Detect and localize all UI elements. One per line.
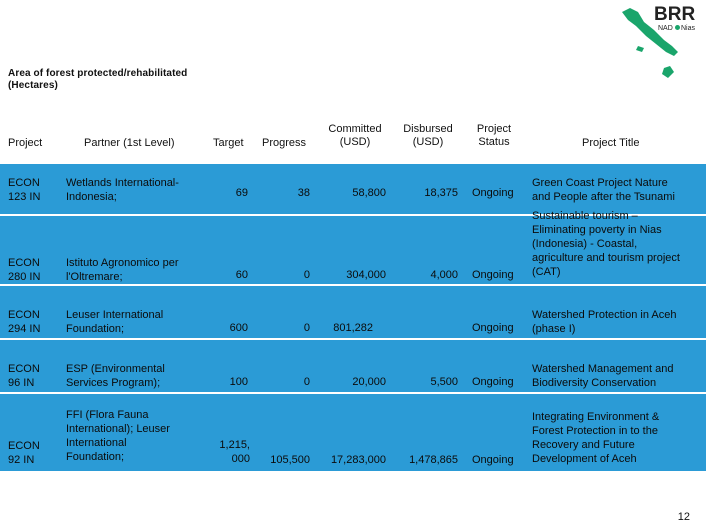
cell-line: ECON bbox=[8, 440, 40, 452]
cell-line: Recovery and Future bbox=[532, 439, 635, 451]
cell-committed: 304,000 bbox=[346, 269, 386, 281]
cell-line: Watershed Protection in Aceh bbox=[532, 309, 677, 321]
cell-project bbox=[8, 439, 40, 467]
cell-line: ECON bbox=[8, 309, 40, 321]
cell-project bbox=[8, 362, 40, 390]
cell-line: Green Coast Project Nature bbox=[532, 177, 668, 189]
data-table bbox=[0, 164, 706, 471]
cell-line: ECON bbox=[8, 363, 40, 375]
disbursed-line-2: (USD) bbox=[412, 136, 444, 148]
column-header-status bbox=[470, 123, 518, 149]
page-heading bbox=[8, 68, 187, 92]
row-separator bbox=[0, 392, 706, 394]
cell-title bbox=[532, 209, 704, 279]
logo-brand: BRR bbox=[654, 4, 696, 25]
cell-line: Foundation; bbox=[66, 451, 125, 463]
logo-sub-left: NAD bbox=[658, 25, 673, 32]
column-header-disbursed bbox=[395, 123, 461, 149]
page-number: 12 bbox=[677, 511, 690, 523]
cell-status: Ongoing bbox=[472, 376, 514, 388]
status-line-2: Status bbox=[478, 136, 510, 148]
cell-disbursed: 5,500 bbox=[430, 376, 458, 388]
cell-target bbox=[200, 268, 248, 282]
cell-line: Biodiversity Conservation bbox=[532, 377, 657, 389]
cell-line: and People after the Tsunami bbox=[532, 191, 675, 203]
cell-disbursed: 1,478,865 bbox=[409, 454, 458, 466]
column-header-target: Target bbox=[213, 137, 244, 149]
cell-committed: 58,800 bbox=[352, 187, 386, 199]
cell-line: Eliminating poverty in Nias bbox=[532, 224, 662, 236]
cell-line: 60 bbox=[235, 269, 248, 281]
column-header-title: Project Title bbox=[582, 137, 640, 149]
cell-line: agriculture and tourism project bbox=[532, 252, 680, 264]
cell-line: 600 bbox=[229, 322, 248, 334]
committed-line-2: (USD) bbox=[339, 136, 371, 148]
cell-line: 280 IN bbox=[8, 271, 41, 283]
column-header-committed bbox=[318, 123, 392, 149]
cell-target bbox=[200, 321, 248, 335]
cell-line: 1,215, bbox=[219, 439, 250, 451]
cell-committed: 20,000 bbox=[352, 376, 386, 388]
cell-line: 100 bbox=[229, 376, 248, 388]
cell-line: (Indonesia) - Coastal, bbox=[532, 238, 638, 250]
cell-project bbox=[8, 256, 40, 284]
cell-line: ECON bbox=[8, 257, 40, 269]
cell-line: Integrating Environment & bbox=[532, 411, 660, 423]
cell-line: International bbox=[66, 437, 127, 449]
status-line-1: Project bbox=[476, 123, 512, 135]
column-header-project: Project bbox=[8, 137, 43, 149]
cell-line: ESP (Environmental bbox=[66, 363, 165, 375]
cell-target bbox=[200, 438, 250, 466]
row-separator bbox=[0, 284, 706, 286]
cell-line: Istituto Agronomico per bbox=[66, 257, 179, 269]
cell-progress: 38 bbox=[297, 187, 310, 199]
cell-progress: 0 bbox=[303, 322, 310, 334]
cell-line: 69 bbox=[235, 187, 248, 199]
cell-line: 000 bbox=[231, 453, 250, 465]
cell-committed: 801,282 bbox=[333, 322, 373, 334]
cell-line: (phase I) bbox=[532, 323, 576, 335]
brr-logo bbox=[620, 0, 706, 84]
cell-target bbox=[200, 186, 248, 200]
row-separator bbox=[0, 338, 706, 340]
logo-dot-icon bbox=[675, 25, 680, 30]
cell-line: Sustainable tourism – bbox=[532, 210, 638, 222]
heading-line-1: Area of forest protected/rehabilitated bbox=[8, 68, 188, 79]
cell-line: 294 IN bbox=[8, 323, 41, 335]
cell-partner bbox=[66, 362, 165, 390]
cell-partner bbox=[66, 176, 179, 204]
column-header-partner: Partner (1st Level) bbox=[84, 137, 175, 149]
cell-title bbox=[532, 362, 704, 390]
cell-line: Watershed Management and bbox=[532, 363, 674, 375]
cell-progress: 105,500 bbox=[270, 454, 310, 466]
cell-disbursed: 18,375 bbox=[424, 187, 458, 199]
cell-disbursed: 4,000 bbox=[430, 269, 458, 281]
cell-title bbox=[532, 176, 702, 204]
cell-line: (CAT) bbox=[532, 266, 561, 278]
cell-line: Leuser International bbox=[66, 309, 164, 321]
cell-committed: 17,283,000 bbox=[330, 454, 386, 466]
cell-project bbox=[8, 308, 40, 336]
cell-title bbox=[532, 410, 704, 466]
logo-sub-right: Nias bbox=[681, 25, 696, 32]
cell-partner bbox=[66, 408, 170, 464]
cell-line: 92 IN bbox=[8, 454, 35, 466]
cell-status: Ongoing bbox=[472, 454, 514, 466]
cell-partner bbox=[66, 308, 163, 336]
cell-project bbox=[8, 176, 40, 204]
cell-line: International); Leuser bbox=[66, 423, 170, 435]
cell-target bbox=[200, 375, 248, 389]
disbursed-line-1: Disbursed bbox=[403, 123, 453, 135]
cell-line: Foundation; bbox=[66, 323, 125, 335]
cell-line: FFI (Flora Fauna bbox=[66, 409, 149, 421]
committed-line-1: Committed bbox=[328, 123, 382, 135]
cell-line: Services Program); bbox=[66, 377, 161, 389]
cell-progress: 0 bbox=[303, 376, 310, 388]
cell-line: Wetlands International- bbox=[66, 177, 179, 189]
cell-line: ECON bbox=[8, 177, 40, 189]
cell-partner bbox=[66, 256, 179, 284]
cell-line: 123 IN bbox=[8, 191, 41, 203]
cell-progress: 0 bbox=[303, 269, 310, 281]
cell-line: Development of Aceh bbox=[532, 453, 637, 465]
heading-line-2: (Hectares) bbox=[8, 80, 58, 91]
cell-line: 96 IN bbox=[8, 377, 35, 389]
cell-line: Forest Protection in to the bbox=[532, 425, 658, 437]
cell-status: Ongoing bbox=[472, 269, 514, 281]
cell-line: Indonesia; bbox=[66, 191, 117, 203]
cell-line: l'Oltremare; bbox=[66, 271, 123, 283]
cell-title bbox=[532, 308, 704, 336]
column-header-progress: Progress bbox=[262, 137, 307, 149]
cell-status: Ongoing bbox=[472, 187, 514, 199]
cell-status: Ongoing bbox=[472, 322, 514, 334]
